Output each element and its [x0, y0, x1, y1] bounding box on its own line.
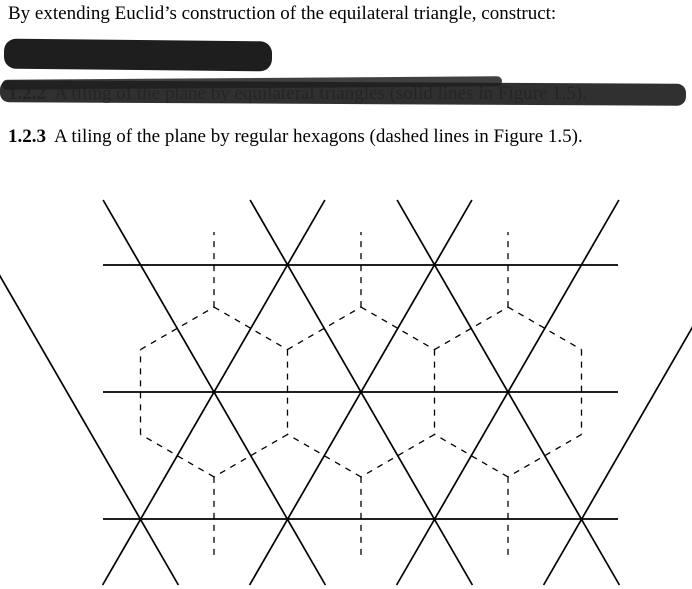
triangle-tiling-solid-lines: [0, 200, 692, 585]
exercise-number: 1.2.3: [8, 126, 46, 147]
hexagon-tiling-dashed-lines: [141, 232, 582, 558]
exercise-text: A tiling of the plane by regular hexagons (dashed lines in Figure 1.5).: [54, 126, 583, 147]
intro-text: By extending Euclid’s construction of the equilateral triangle, construct:: [8, 3, 557, 24]
